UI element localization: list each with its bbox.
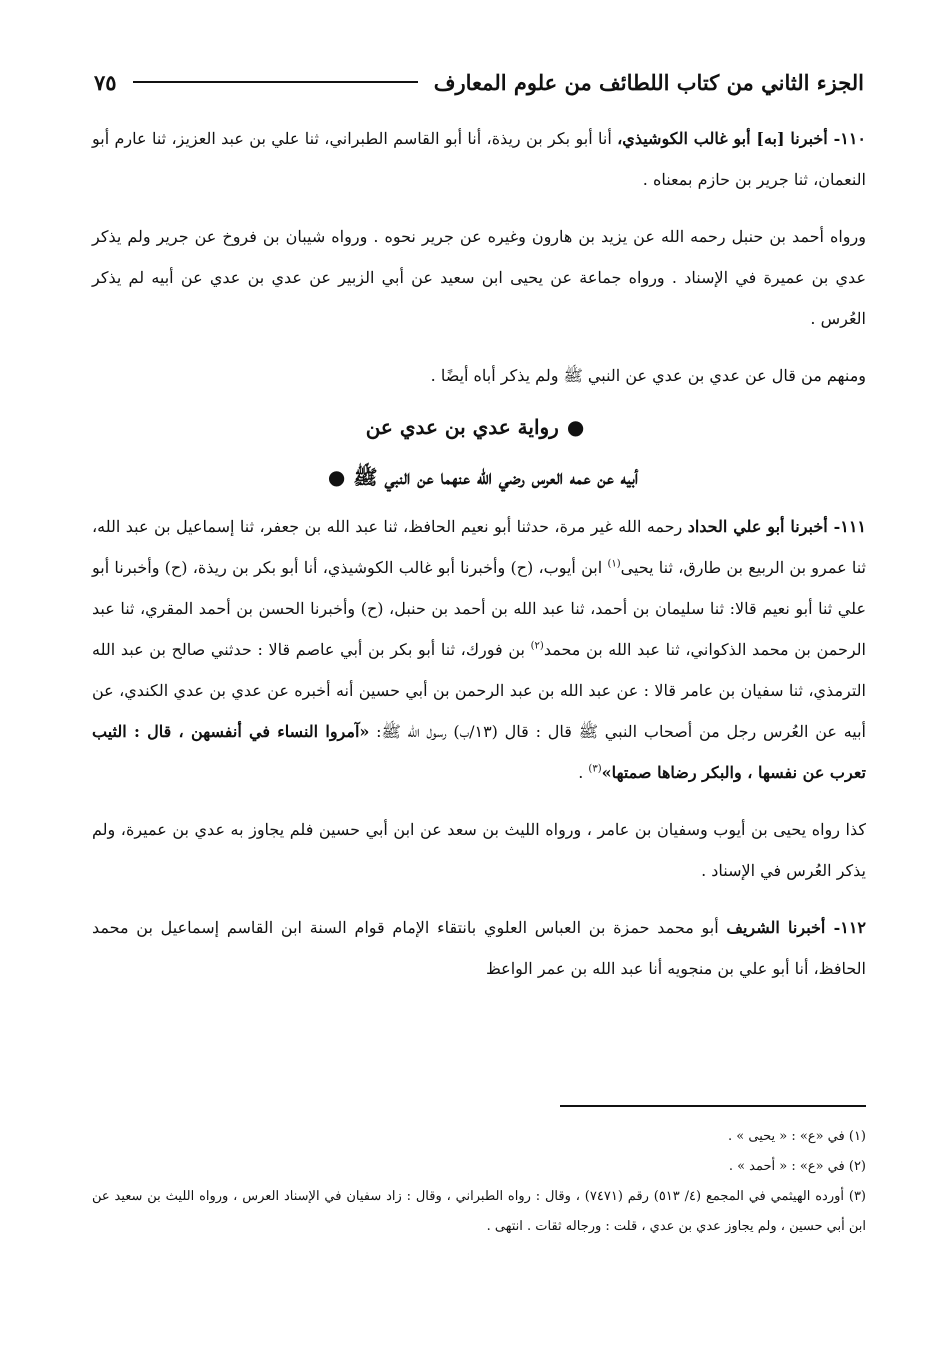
running-title: الجزء الثاني من كتاب اللطائف من علوم المعارف — [433, 69, 864, 95]
hadith-110-lead: ١١٠- أخبرنا [به] أبو غالب الكوشيذي، — [617, 129, 867, 148]
section-heading-line1 — [92, 414, 866, 440]
hadith-111-quote: «آمروا النساء في أنفسهن ، قال : الثيب تعرب عن نفسها ، والبكر رضاها صمتها» — [92, 722, 866, 782]
hadith-111-part2: ابن أيوب، (ح) وأخبرنا أبو غالب الكوشيذي، أنا أبو بكر بن ريذة، (ح) وأخبرنا أبو علي ثنا أبو نعيم قالا: ثنا سليمان بن أحمد، ثنا عبد الله بن أحمد بن حنبل، (ح) وأخبرنا الحسن بن أحمد المقري، ثنا عبد الرحمن بن محمد الذكواني، ثنا عبد الله بن محمد — [92, 558, 867, 659]
hadith-111-part3: بن فورك، ثنا أبو بكر بن أبي عاصم قالا : حدثني صالح بن عبد الله الترمذي، ثنا سفيان بن عامر قالا : عن عبد الله بن عبد الرحمن بن أبي حسين أنه أخبره عن عدي بن عدي الكندي، عن أبيه عن العُرس رجل من أصحاب النبي ﷺ قال : قال (١٣/ب) رسول الله ﷺ: — [92, 640, 866, 741]
footnotes — [92, 1122, 866, 1242]
footnote-2: (٢) في «ع» : « أحمد » . — [728, 1159, 866, 1174]
hadith-111-end: . — [578, 763, 589, 782]
hadith-112-lead: ١١٢- أخبرنا الشريف — [726, 918, 866, 937]
hadith-110 — [92, 118, 866, 200]
hadith-111-part1: رحمه الله غير مرة، حدثنا أبو نعيم الحافظ، ثنا عبد الله بن جعفر، ثنا إسماعيل بن عبد الله، ثنا عمرو بن الربيع بن طارق، ثنا يحيى — [92, 517, 867, 577]
hadith-111 — [92, 506, 866, 793]
footnote-1: (١) في «ع» : « يحيى » . — [728, 1129, 866, 1144]
footnote-ref-2: (٢) — [530, 640, 544, 652]
page-number: ٧٥ — [94, 69, 117, 95]
section-heading-text1: رواية عدي بن عدي عن — [365, 415, 559, 439]
footnote-3: (٣) أورده الهيثمي في المجمع (٤/ ٥١٣) رقم (٧٤٧١) ، وقال : رواه الطبراني ، وقال : زاد سفيان في الإسناد العرس ، ورواه الليث بن سعيد عن ابن أبي حسين ، ولم يجاوز عدي بن عدي ، قلت : ورجاله ثقات . انتهى . — [92, 1189, 866, 1234]
bullet-icon: ● — [566, 415, 585, 439]
header-rule — [133, 81, 418, 83]
running-header — [94, 62, 864, 102]
hadith-110-commentary: ورواه أحمد بن حنبل رحمه الله عن يزيد بن هارون وغيره عن جرير نحوه . ورواه شيبان بن فروخ عن جرير ولم يذكر عدي بن عميرة في الإسناد . ورواه جماعة عن يحيى ابن سعيد عن أبي الزبير عن عدي بن عدي عن أبيه لم يذكر العُرس . — [92, 227, 866, 328]
hadith-111-commentary: كذا رواه يحيى بن أيوب وسفيان بن عامر ، ورواه الليث بن سعد عن ابن أبي حسين فلم يجاوز به عدي بن عميرة، ولم يذكر العُرس في الإسناد . — [92, 820, 866, 880]
footnote-separator — [560, 1105, 866, 1107]
hadith-111-lead: ١١١- أخبرنا أبو علي الحداد — [687, 517, 867, 536]
bullet-icon: ● — [327, 465, 346, 489]
section-heading-text2: أبيه عن عمه العرس رضي الله عنهما عن النبي ﷺ — [353, 465, 639, 489]
hadith-112-text: أبو محمد حمزة بن العباس العلوي بانتقاء الإمام قوام السنة ابن القاسم إسماعيل بن محمد الحافظ، أنا أبو علي بن منجويه أنا عبد الله بن عمر الواعظ — [92, 918, 866, 978]
main-text — [92, 118, 866, 989]
section-heading-line2 — [92, 464, 866, 490]
hadith-110-text: أنا أبو بكر بن ريذة، أنا أبو القاسم الطبراني، ثنا علي بن عبد العزيز، ثنا عارم أبو النعمان، ثنا جرير بن حازم بمعناه . — [92, 129, 866, 189]
footnote-ref-3: (٣) — [588, 763, 602, 775]
hadith-110-note: ومنهم من قال عن عدي بن عدي عن النبي ﷺ ولم يذكر أباه أيضًا . — [430, 366, 866, 385]
hadith-112 — [92, 907, 866, 989]
footnote-ref-1: (١) — [607, 558, 621, 570]
